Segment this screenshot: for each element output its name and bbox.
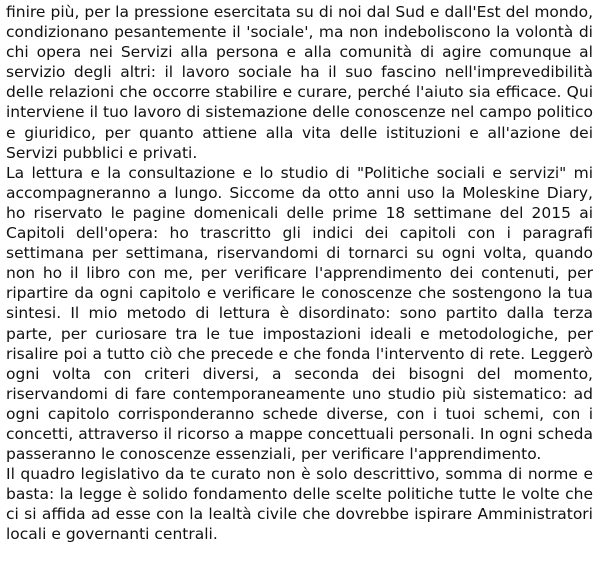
paragraph-2: La lettura e la consultazione e lo studio di "Politiche sociali e servizi" mi accompagneranno a lungo. Siccome da otto anni uso la Moleskine Diary, ho riservato le pagine domenicali delle prime 18 settimane del 2015 ai Capitoli dell'opera: ho trascritto gli indici dei capitoli con i paragrafi settimana per settimana, riservandomi di tornarci su ogni volta, quando non ho il libro con me, per verificare l'apprendimento dei contenuti, per ripartire da ogni capitolo e verificare le conoscenze che sostengono la tua sintesi. Il mio metodo di lettura è disordinato: sono partito dalla terza parte, per curiosare tra le tue impostazioni ideali e metodologiche, per risalire poi a tutto ciò che precede e che fonda l'intervento di rete. Leggerò ogni volta con criteri diversi, a seconda dei bisogni del momento, riservandomi di fare contemporaneamente uno studio più sistematico: ad ogni capitolo corrisponderanno schede diverse, con i tuoi schemi, con i concetti, attraverso il ricorso a mappe concettuali personali. In ogni scheda passeranno le conoscenze essenziali, per verificare l'apprendimento. [6, 163, 593, 464]
paragraph-1: finire più, per la pressione esercitata su di noi dal Sud e dall'Est del mondo, condizionano pesantemente il 'sociale', ma non indeboliscono la volontà di chi opera nei Servizi alla persona e alla comunità di agire comunque al servizio degli altri: il lavoro sociale ha il suo fascino nell'imprevedibilità delle relazioni che occorre stabilire e curare, perché l'aiuto sia efficace. Qui interviene il tuo lavoro di sistemazione delle conoscenze nel campo politico e giuridico, per quanto attiene alla vita delle istituzioni e all'azione dei Servizi pubblici e privati. [6, 3, 593, 162]
paragraph-3: Il quadro legislativo da te curato non è solo descrittivo, somma di norme e basta: la legge è solido fondamento delle scelte politiche tutte le volte che ci si affida ad esse con la lealtà civile che dovrebbe ispirare Amministratori locali e governanti centrali. [6, 465, 593, 544]
